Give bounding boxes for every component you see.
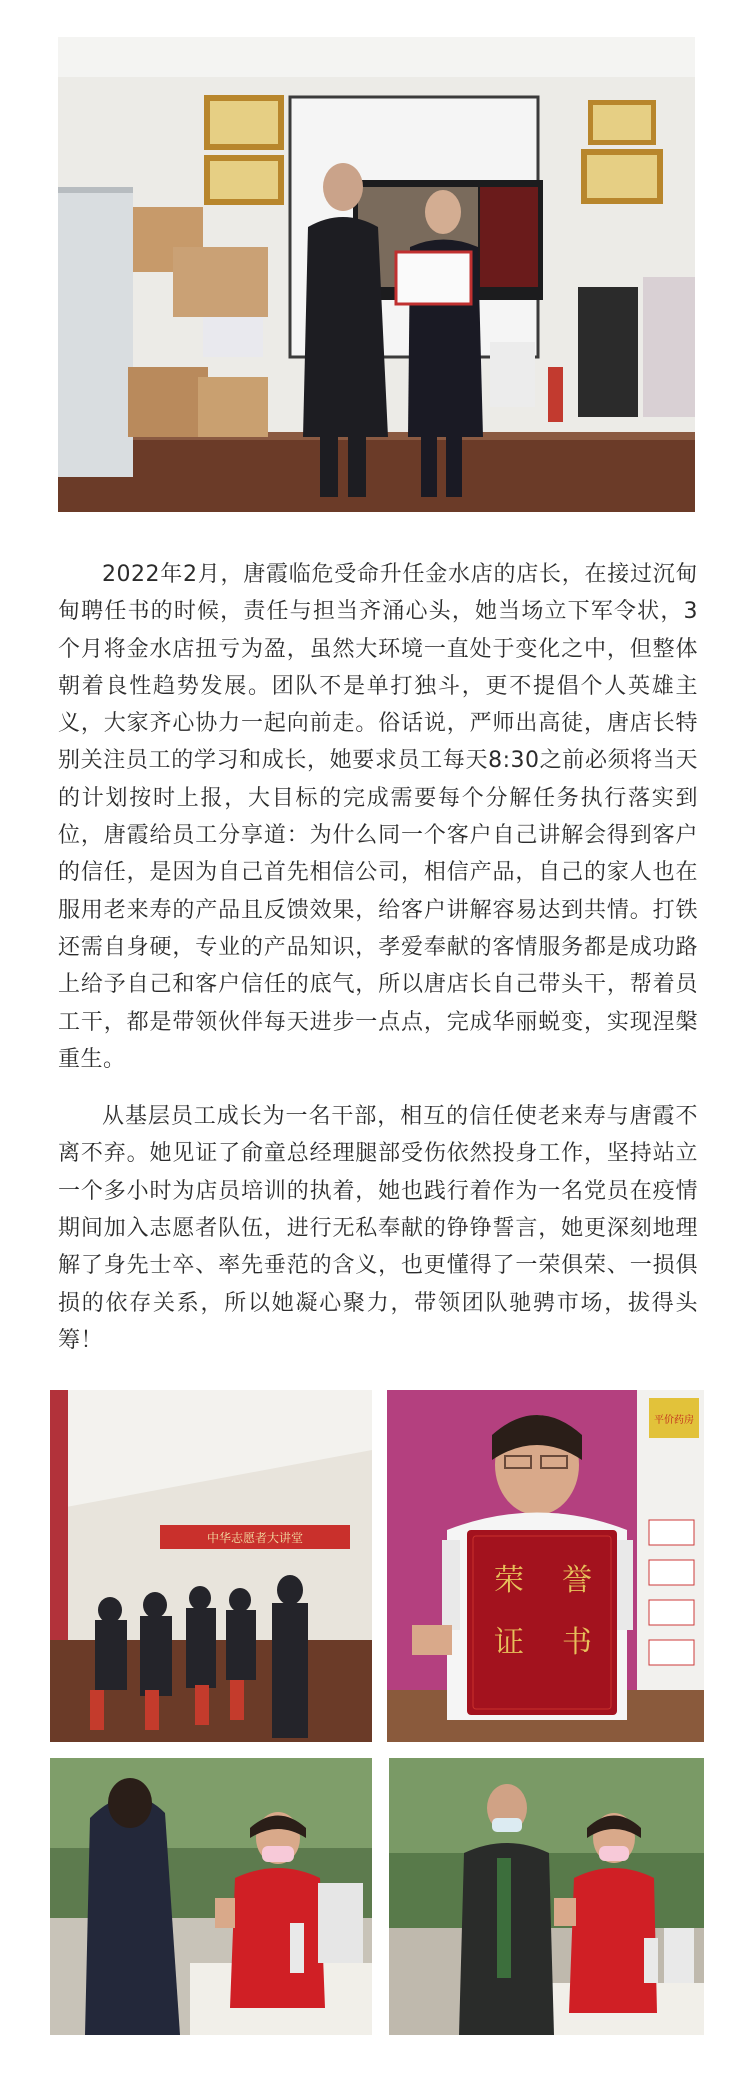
- certificate-cover-char: 誉: [562, 1563, 592, 1598]
- certificate-cover-char: 书: [562, 1625, 592, 1660]
- lecture-banner-text: 中华志愿者大讲堂: [206, 1531, 304, 1545]
- volunteer-illustration-2: [389, 1758, 704, 2035]
- volunteer-photo-1: [50, 1758, 372, 2035]
- certificate-cover-char: 证: [494, 1625, 524, 1660]
- article-body: [58, 556, 698, 1359]
- certificate-cover-char: 荣: [494, 1563, 524, 1598]
- lecture-room-illustration: [50, 1390, 372, 1742]
- award-ceremony-photo: [58, 37, 695, 512]
- article-paragraph-1: 2022年2月，唐霞临危受命升任金水店的店长，在接过沉甸甸聘任书的时候，责任与担当齐涌心头，她当场立下军令状，3个月将金水店扭亏为盈，虽然大环境一直处于变化之中，但整体朝着良性趋势发展。团队不是单打独斗，更不提倡个人英雄主义，大家齐心协力一起向前走。俗话说，严师出高徒，唐店长特别关注员工的学习和成长，她要求员工每天8:30之前必须将当天的计划按时上报，大目标的完成需要每个分解任务执行落实到位，唐霞给员工分享道：为什么同一个客户自己讲解会得到客户的信任，是因为自己首先相信公司，相信产品，自己的家人也在服用老来寿的产品且反馈效果，给客户讲解容易达到共情。打铁还需自身硬，专业的产品知识，孝爱奉献的客情服务都是成功路上给予自己和客户信任的底气，所以唐店长自己带头干，帮着员工干，都是带领伙伴每天进步一点点，完成华丽蜕变，实现涅槃重生。: [58, 562, 698, 1072]
- honor-certificate-photo: [387, 1390, 704, 1742]
- volunteer-illustration-1: [50, 1758, 372, 2035]
- award-ceremony-illustration: [58, 37, 695, 512]
- lecture-room-photo: [50, 1390, 372, 1742]
- volunteer-photo-2: [389, 1758, 704, 2035]
- pharmacy-sign-text: 平价药房: [654, 1415, 694, 1426]
- honor-certificate-illustration: [387, 1390, 704, 1742]
- article-paragraph-2: 从基层员工成长为一名干部，相互的信任使老来寿与唐霞不离不弃。她见证了俞童总经理腿部受伤依然投身工作，坚持站立一个多小时为店员培训的执着，她也践行着作为一名党员在疫情期间加入志愿者队伍，进行无私奉献的铮铮誓言，她更深刻地理解了身先士卒、率先垂范的含义，也更懂得了一荣俱荣、一损俱损的依存关系，所以她凝心聚力，带领团队驰骋市场，拔得头筹！: [58, 1104, 698, 1353]
